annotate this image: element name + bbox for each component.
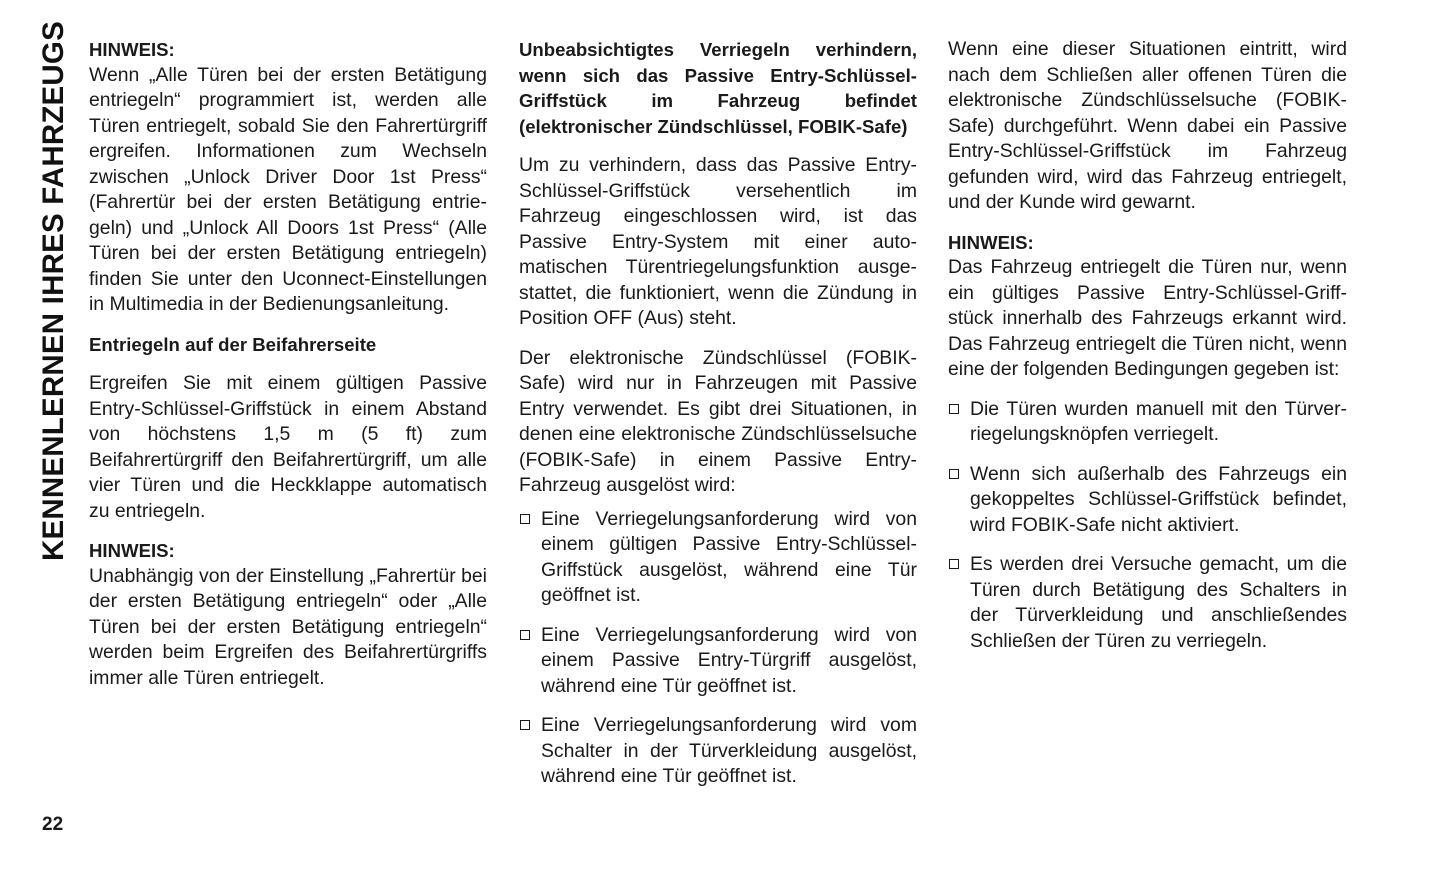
note-heading: HINWEIS:	[89, 39, 175, 60]
checkbox-bullet-icon	[949, 559, 959, 569]
list-item	[948, 397, 1347, 448]
note-text: Wenn „Alle Türen bei der ersten Betätigung entriegeln“ programmiert ist, werden alle Türen entriegelt, sobald Sie den Fahrertürgriff ergreifen. Informationen zum Wechseln zwischen „Unlock Driver Door 1st Press“ (Fahrertür bei der ersten Betätigung entriegeln) und „Unlock All Doors 1st Press“ (Alle Türen bei der ersten Betätigung entriegeln) finden Sie unter den Uconnect-Einstellungen in Multimedia in der Bedienungsanleitung.	[89, 63, 487, 315]
paragraph: Ergreifen Sie mit einem gültigen Passive Entry-Schlüssel-Griffstück in einem Abstand von höchstens 1,5 m (5 ft) zum Beifahrertürgriff den Beifahrertürgriff, um alle vier Türen und die Heckklappe automatisch zu entriegeln.	[89, 372, 487, 522]
paragraph: Der elektronische Zündschlüssel (FOBIK-Safe) wird nur in Fahrzeugen mit Passive Entry verwendet. Es gibt drei Situationen, in denen eine elektronische Zündschlüsselsuche (FOBIK-Safe) in einem Passive Entry-Fahrzeug ausgelöst wird:	[519, 346, 917, 496]
note-text: Unabhängig von der Einstellung „Fahrertür bei der ersten Betätigung entriegeln“ oder „Alle Türen bei der ersten Betätigung entriegeln“ werden beim Ergreifen des Beifahrertürgriffs immer alle Türen entriegelt.	[89, 564, 487, 689]
column-1	[89, 37, 487, 705]
list-item	[948, 552, 1347, 654]
bullet-list	[948, 397, 1347, 655]
list-item	[519, 507, 917, 609]
section-heading: Entriegeln auf der Beifahrerseite	[89, 333, 377, 355]
bullet-list	[519, 507, 917, 790]
checkbox-bullet-icon	[520, 630, 530, 640]
list-item-text: Wenn sich außerhalb des Fahrzeugs ein gekoppeltes Schlüssel-Griffstück befindet, wird FOBIK-Safe nicht aktiviert.	[970, 462, 1347, 536]
chapter-title-text: KENNENLERNEN IHRES FAHRZEUGS	[37, 21, 70, 561]
checkbox-bullet-icon	[520, 720, 530, 730]
section-heading: Unbeabsichtigtes Verriegeln verhindern, wenn sich das Passive Entry-Schlüssel-Griffstück im Fahrzeug befindet (elektronischer Zündschlüssel, FOBIK-Safe)	[519, 39, 917, 137]
chapter-title	[34, 21, 74, 561]
note-heading: HINWEIS:	[948, 231, 1034, 253]
paragraph: Um zu verhindern, dass das Passive Entry-Schlüssel-Griffstück versehentlich im Fahrzeug eingeschlossen wird, ist das Passive Entry-System mit einer automatischen Türentriegelungsfunktion ausgestattet, die funktioniert, wenn die Zündung in Position OFF (Aus) steht.	[519, 154, 917, 329]
paragraph: Wenn eine dieser Situationen eintritt, wird nach dem Schließen aller offenen Türen die elektronische Zündschlüsselsuche (FOBIK-Safe) durchgeführt. Wenn dabei ein Passive Entry-Schlüssel-Griffstück im Fahrzeug gefunden wird, wird das Fahrzeug entriegelt, und der Kunde wird gewarnt.	[948, 38, 1347, 213]
list-item-text: Eine Verriegelungsanforderung wird vom Schalter in der Türverkleidung ausgelöst, während eine Tür geöffnet ist.	[541, 714, 917, 787]
column-2	[519, 37, 917, 804]
list-item	[948, 462, 1347, 539]
checkbox-bullet-icon	[949, 469, 959, 479]
note-heading: HINWEIS:	[89, 540, 175, 561]
list-item-text: Eine Verriegelungsanforderung wird von einem gültigen Passive Entry-Schlüssel-Griffstück ausgelöst, während eine Tür geöffnet ist.	[541, 507, 917, 606]
checkbox-bullet-icon	[949, 404, 959, 414]
page-number: 22	[42, 814, 64, 835]
list-item-text: Eine Verriegelungsanforderung wird von einem Passive Entry-Türgriff ausgelöst, während eine Tür geöffnet ist.	[541, 623, 917, 697]
list-item-text: Es werden drei Versuche gemacht, um die Türen durch Betätigung des Schalters in der Türverkleidung und anschließendes Schließen der Türen zu verriegeln.	[970, 553, 1347, 652]
checkbox-bullet-icon	[520, 514, 530, 524]
column-3	[948, 37, 1347, 668]
list-item	[519, 713, 917, 790]
list-item-text: Die Türen wurden manuell mit den Türverriegelungsknöpfen verriegelt.	[970, 397, 1347, 445]
note-text: Das Fahrzeug entriegelt die Türen nur, wenn ein gültiges Passive Entry-Schlüssel-Griffstück innerhalb des Fahrzeugs erkannt wird. Das Fahrzeug entriegelt die Türen nicht, wenn eine der folgenden Bedingungen gegeben ist:	[948, 256, 1347, 380]
list-item	[519, 623, 917, 700]
